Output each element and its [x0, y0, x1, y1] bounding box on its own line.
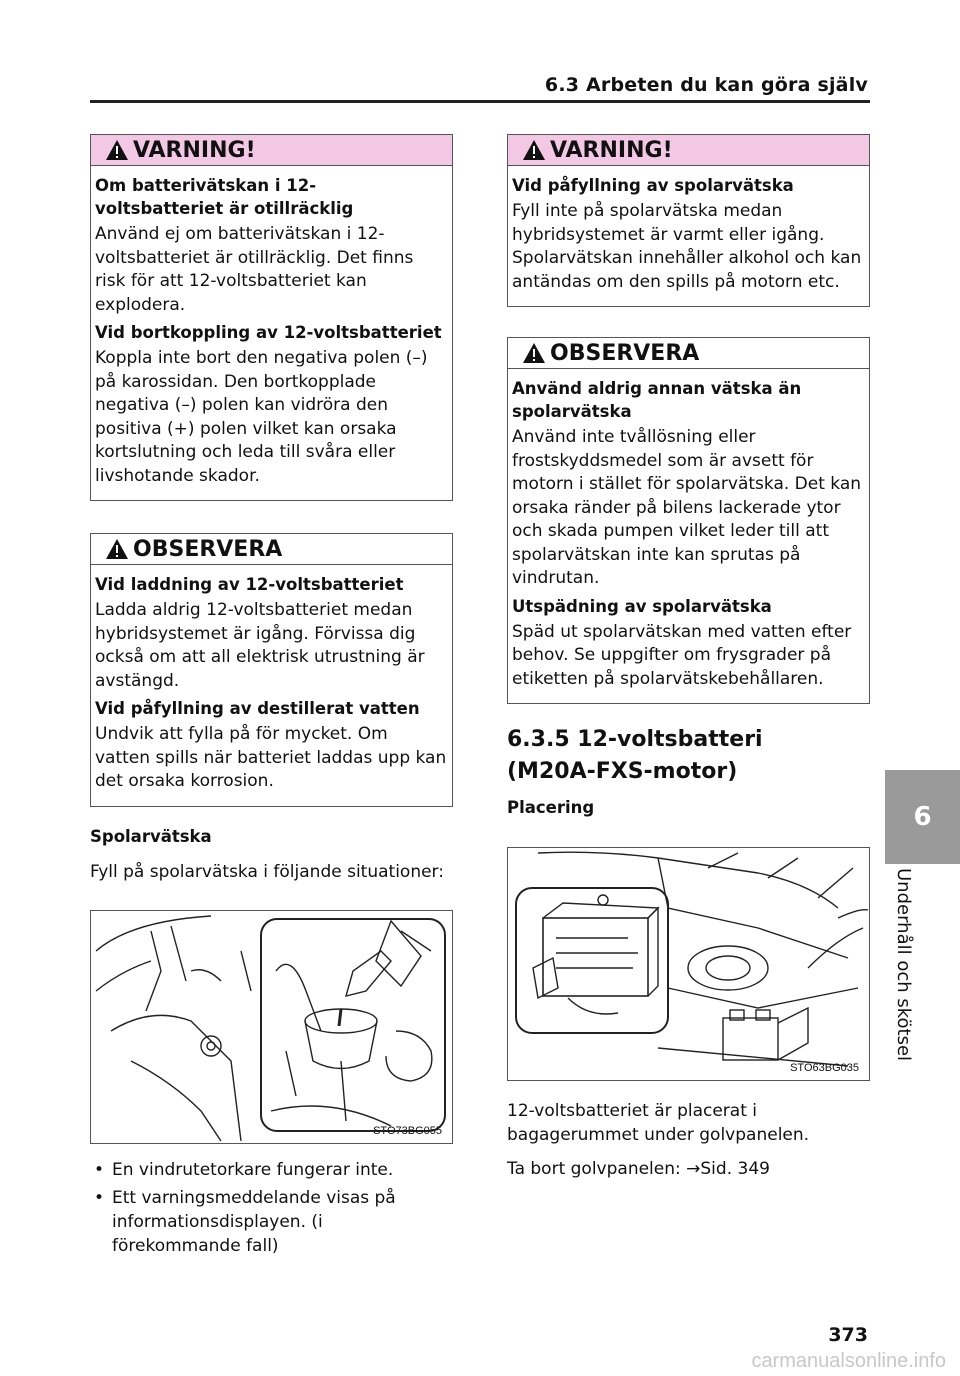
washer-fluid-subheading: Spolarvätska: [90, 826, 212, 846]
list-item: • Ett varningsmeddelande visas på informationsdisplayen. (i förekommande fall): [90, 1186, 453, 1258]
warning-label: VARNING!: [550, 137, 673, 163]
figure-code: STO73BG055: [373, 1124, 442, 1137]
warning-triangle-icon: [522, 139, 546, 161]
caution-triangle-icon: [522, 342, 546, 364]
warning-triangle-icon: [105, 139, 129, 161]
list-item: • En vindrutetorkare fungerar inte.: [90, 1158, 453, 1182]
warning-label: VARNING!: [133, 137, 256, 163]
notice-heading: Vid påfyllning av destillerat vatten: [95, 699, 420, 718]
warning-heading: Vid påfyllning av spolarvätska: [512, 176, 794, 195]
section-title: 6.3.5 12-voltsbatteri (M20A-FXS-motor): [507, 727, 763, 784]
warning-heading: Om batterivätskan i 12- voltsbatteriet är otillräcklig: [95, 176, 354, 218]
washer-fluid-intro: Fyll på spolarvätska i följande situationer:: [90, 861, 444, 882]
warning-text: Använd ej om batterivätskan i 12-voltsbatteriet är otillräcklig. Det finns risk för att 12-voltsbatteriet kan explodera.: [95, 224, 414, 315]
remove-floor-panel-text: Ta bort golvpanelen: →Sid. 349: [507, 1159, 770, 1179]
right-column: [507, 134, 870, 1189]
header-rule: [90, 100, 870, 103]
battery-location-illustration: [507, 847, 870, 1081]
chapter-number: 6: [913, 802, 932, 832]
page-number: 373: [828, 1324, 868, 1346]
notice-header: [508, 338, 869, 369]
watermark: carmanualsonline.info: [751, 1350, 946, 1372]
notice-text: Ladda aldrig 12-voltsbatteriet medan hybridsystemet är igång. Förvissa dig också om att all elektrisk utrustning är avstängd.: [95, 600, 425, 691]
battery-location-text: 12-voltsbatteriet är placerat i bagagerummet under golvpanelen.: [507, 1101, 810, 1145]
notice-header: [91, 534, 452, 565]
washer-fill-drawing: [91, 911, 453, 1143]
washer-fluid-illustration: [90, 910, 453, 1144]
washer-fluid-situations: [90, 1158, 453, 1258]
warning-text: Koppla inte bort den negativa polen (–) på karossidan. Den bortkopplade negativa (–) polen kan vidröra den positiva (+) polen vilket kan orsaka kortslutning och leda till svåra eller livshotande skador.: [95, 348, 428, 486]
warning-box-battery: [90, 134, 453, 501]
notice-text: Använd inte tvållösning eller frostskyddsmedel som är avsett för motorn i stället för spolarvätska. Det kan orsaka ränder på bilens lackerade ytor och skada pumpen vilket leder till att spolarvätskan inte kan sprutas på vindrutan.: [512, 427, 862, 588]
caution-triangle-icon: [105, 538, 129, 560]
notice-text: Undvik att fylla på för mycket. Om vatten spills när batteriet laddas upp kan det orsaka korrosion.: [95, 724, 447, 791]
chapter-label-text: Underhåll och skötsel: [893, 868, 914, 1062]
notice-heading: Utspädning av spolarvätska: [512, 596, 772, 616]
notice-box-battery: [90, 533, 453, 807]
notice-heading: Använd aldrig annan vätska än spolarvätska: [512, 379, 802, 421]
notice-box-washer: [507, 337, 870, 704]
figure-code: STO63BG035: [790, 1062, 859, 1074]
warning-box-washer: [507, 134, 870, 307]
warning-header: [91, 135, 452, 166]
warning-text: Fyll inte på spolarvätska medan hybridsystemet är varmt eller igång. Spolarvätskan innehåller alkohol och kan antändas om den spills på motorn etc.: [512, 201, 862, 292]
notice-text: Späd ut spolarvätskan med vatten efter behov. Se uppgifter om frysgrader på etiketten på spolarvätskebehållaren.: [512, 621, 852, 689]
chapter-label: [892, 868, 916, 1098]
notice-heading: Vid laddning av 12-voltsbatteriet: [95, 575, 404, 594]
left-column: [90, 134, 453, 1262]
warning-header: [508, 135, 869, 166]
notice-label: OBSERVERA: [133, 536, 283, 562]
warning-heading: Vid bortkoppling av 12-voltsbatteriet: [95, 323, 442, 342]
battery-location-drawing: [508, 848, 870, 1080]
page-header-title: 6.3 Arbeten du kan göra själv: [544, 74, 868, 96]
placement-subheading: Placering: [507, 798, 595, 817]
chapter-tab[interactable]: [885, 770, 960, 864]
notice-label: OBSERVERA: [550, 340, 700, 366]
